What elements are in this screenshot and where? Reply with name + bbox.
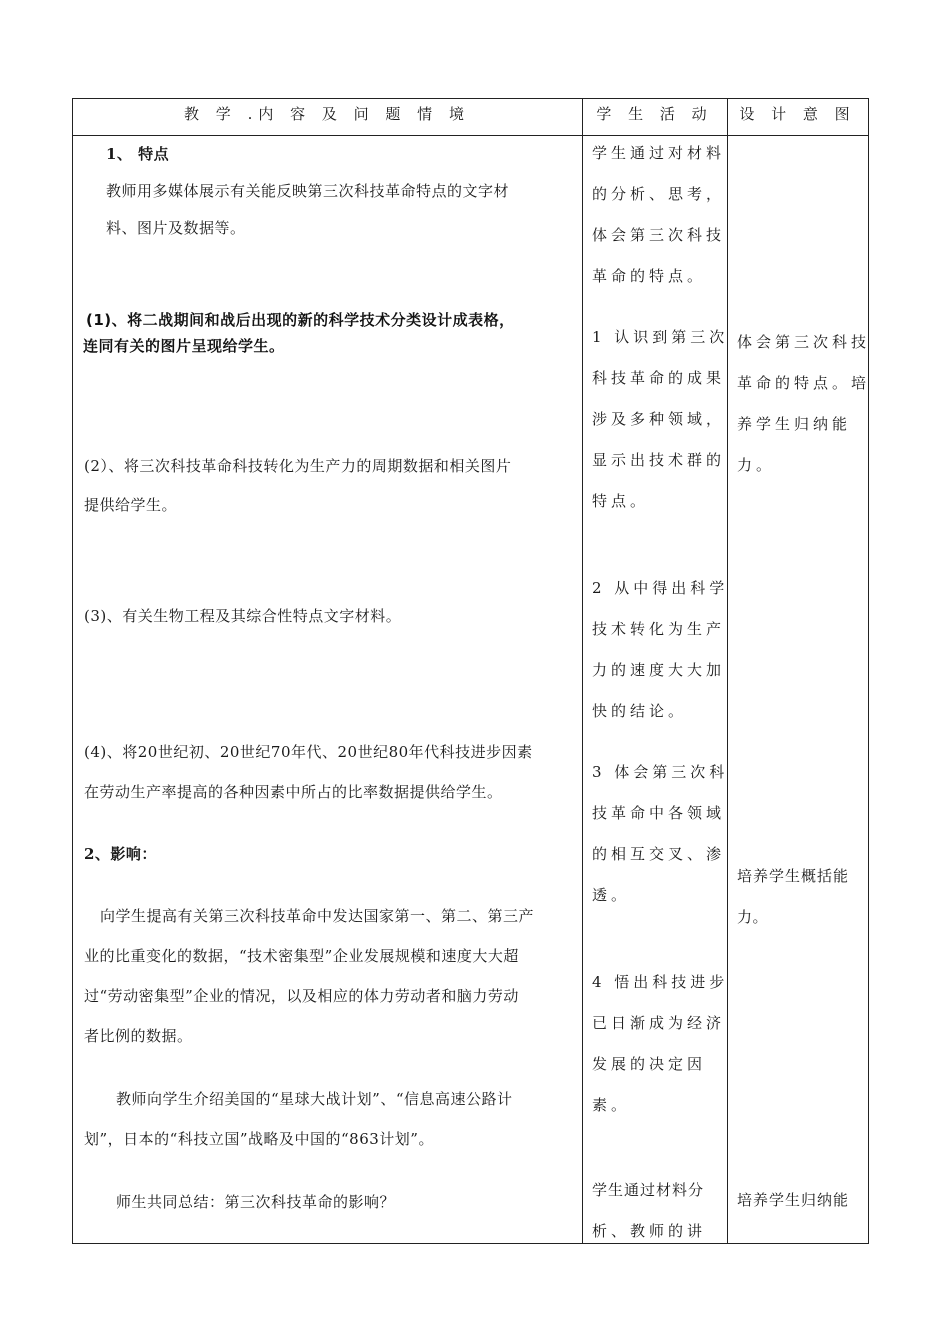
activity-a2-1: 2 从中得出科学 xyxy=(592,579,729,597)
activity-a1-1: 1 认识到第三次 xyxy=(592,328,729,346)
activity-a3-1: 3 体会第三次科 xyxy=(592,763,729,781)
activity-a0-3: 体会第三次科技 xyxy=(592,226,726,244)
item4-line-1: (4)、将20世纪初、20世纪70年代、20世纪80年代科技进步因素 xyxy=(84,743,533,761)
intent-i2-2: 力。 xyxy=(737,908,769,926)
header-content: 教 学 .内 容 及 问 题 情 境 xyxy=(184,105,470,123)
activity-a4-4: 素。 xyxy=(592,1096,631,1114)
item4-line-2: 在劳动生产率提高的各种因素中所占的比率数据提供给学生。 xyxy=(84,783,503,801)
activity-a3-3: 的相互交叉、渗 xyxy=(592,845,726,863)
activity-a3-4: 透。 xyxy=(592,886,631,904)
activity-a1-3: 涉及多种领域， xyxy=(592,410,726,428)
plan-line-1: 教师向学生介绍美国的“星球大战计划”、“信息高速公路计 xyxy=(116,1090,513,1108)
activity-a2-2: 技术转化为生产 xyxy=(592,620,726,638)
intent-i1-2: 革命的特点。培 xyxy=(737,374,871,392)
item1-line-2: 连同有关的图片呈现给学生。 xyxy=(83,337,285,355)
intent-i1-1: 体会第三次科技 xyxy=(737,333,871,351)
table-bottom-border xyxy=(72,1243,869,1244)
activity-a5-2: 析、教师的讲 xyxy=(592,1222,707,1240)
table-left-border xyxy=(72,98,73,1244)
summary-line-1: 师生共同总结：第三次科技革命的影响？ xyxy=(116,1193,396,1211)
activity-a1-5: 特点。 xyxy=(592,492,650,510)
activity-a4-3: 发展的决定因 xyxy=(592,1055,707,1073)
intent-i3-1: 培养学生归纳能 xyxy=(737,1191,850,1209)
intro-line-2: 料、图片及数据等。 xyxy=(106,219,246,237)
intent-i2-1: 培养学生概括能 xyxy=(737,867,850,885)
activity-a1-2: 科技革命的成果 xyxy=(592,369,726,387)
activity-a3-2: 技革命中各领域 xyxy=(592,804,726,822)
point2-title: 2、影响： xyxy=(84,845,157,863)
activity-a4-2: 已日渐成为经济 xyxy=(592,1014,726,1032)
item2-line-2: 提供给学生。 xyxy=(84,496,178,514)
impact-line-3: 过“劳动密集型”企业的情况，以及相应的体力劳动者和脑力劳动 xyxy=(84,987,519,1005)
activity-a0-4: 革命的特点。 xyxy=(592,267,707,285)
column-divider-1 xyxy=(582,98,583,1244)
activity-a4-1: 4 悟出科技进步 xyxy=(592,973,729,991)
item1-line-1: (1)、将二战期间和战后出现的新的科学技术分类设计成表格， xyxy=(86,311,515,329)
activity-a2-4: 快的结论。 xyxy=(592,702,688,720)
plan-line-2: 划”，日本的“科技立国”战略及中国的“863计划”。 xyxy=(84,1130,434,1148)
intent-i1-4: 力。 xyxy=(737,456,776,474)
item2-line-1: (2）、将三次科技革命科技转化为生产力的周期数据和相关图片 xyxy=(84,457,512,475)
column-divider-2 xyxy=(727,98,728,1244)
table-right-border xyxy=(868,98,869,1244)
intent-i1-3: 养学生归纳能 xyxy=(737,415,852,433)
activity-a0-2: 的分析、思考， xyxy=(592,185,726,203)
impact-line-1: 向学生提高有关第三次科技革命中发达国家第一、第二、第三产 xyxy=(100,907,535,925)
activity-a1-4: 显示出技术群的 xyxy=(592,451,726,469)
intro-line-1: 教师用多媒体展示有关能反映第三次科技革命特点的文字材 xyxy=(106,182,510,200)
activity-a2-3: 力的速度大大加 xyxy=(592,661,726,679)
header-bottom-border xyxy=(72,135,869,136)
activity-a0-1: 学生通过对材料 xyxy=(592,144,726,162)
impact-line-4: 者比例的数据。 xyxy=(84,1027,193,1045)
impact-line-2: 业的比重变化的数据，“技术密集型”企业发展规模和速度大大超 xyxy=(84,947,519,965)
header-intent: 设 计 意 图 xyxy=(739,105,856,123)
item3-line-1: (3)、有关生物工程及其综合性特点文字材料。 xyxy=(84,607,402,625)
activity-a5-1: 学生通过材料分 xyxy=(592,1181,705,1199)
point1-title: 1、 特点 xyxy=(106,145,170,163)
header-activity: 学 生 活 动 xyxy=(596,105,713,123)
table-top-border xyxy=(72,98,869,99)
